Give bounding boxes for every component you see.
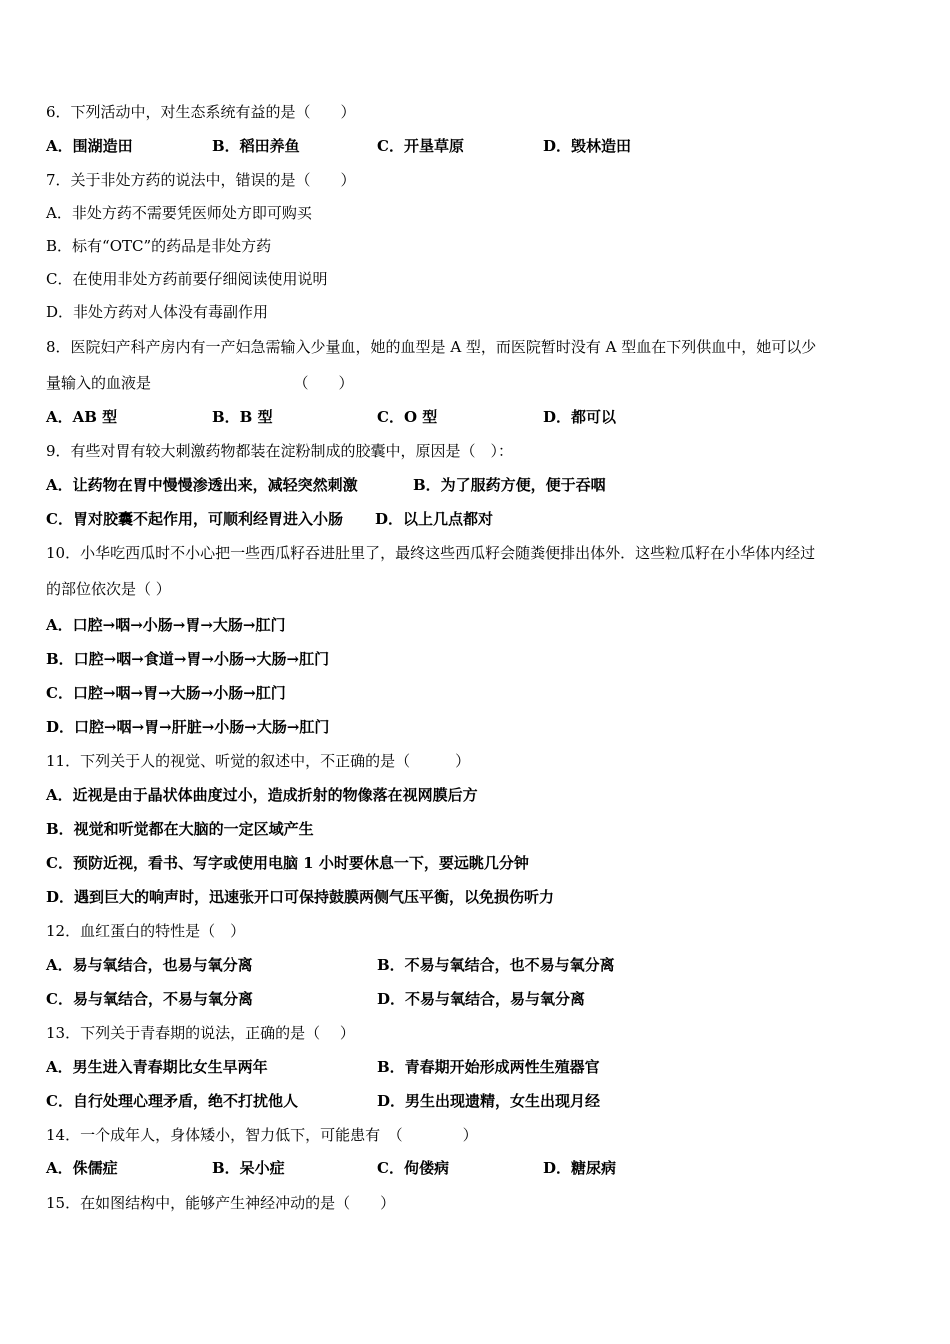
question-12-stem: 12．血红蛋白的特性是（ ） <box>46 922 246 940</box>
question-9-stem: 9．有些对胃有较大刺激药物都装在淀粉制成的胶囊中，原因是（ ）： <box>46 442 514 460</box>
question-7-option-a: A．非处方药不需要凭医师处方即可购买 <box>46 204 312 222</box>
question-6-stem: 6．下列活动中，对生态系统有益的是（ ） <box>46 103 356 121</box>
question-14-stem: 14．一个成年人，身体矮小，智力低下，可能患有 （ ） <box>46 1126 478 1144</box>
question-9-option-c: C．胃对胶囊不起作用，可顺利经胃进入小肠 <box>46 510 343 528</box>
question-8-option-d: D．都可以 <box>543 408 617 426</box>
question-13-option-b: B．青春期开始形成两性生殖器官 <box>377 1058 600 1076</box>
question-13-option-a: A．男生进入青春期比女生早两年 <box>46 1058 268 1076</box>
question-14-option-a: A．侏儒症 <box>46 1159 118 1177</box>
question-8-option-a: A．AB 型 <box>46 408 118 426</box>
question-7-option-c: C．在使用非处方药前要仔细阅读使用说明 <box>46 270 328 288</box>
question-6-option-d: D．毁林造田 <box>543 137 632 155</box>
question-13-stem: 13．下列关于青春期的说法，正确的是（ ） <box>46 1024 355 1042</box>
question-11-option-c: C．预防近视，看书、写字或使用电脑 1 小时要休息一下，要远眺几分钟 <box>46 854 529 872</box>
question-15-stem: 15．在如图结构中，能够产生神经冲动的是（ ） <box>46 1194 396 1212</box>
question-10-stem-line1: 10．小华吃西瓜时不小心把一些西瓜籽吞进肚里了，最终这些西瓜籽会随粪便排出体外．这些粒瓜籽在小华体内经过 <box>46 544 816 562</box>
question-11-option-a: A．近视是由于晶状体曲度过小，造成折射的物像落在视网膜后方 <box>46 786 478 804</box>
question-10-option-a: A．口腔→咽→小肠→胃→大肠→肛门 <box>46 616 286 634</box>
question-8-option-b: B．B 型 <box>212 408 273 426</box>
question-7-stem: 7．关于非处方药的说法中，错误的是（ ） <box>46 171 356 189</box>
question-9-option-b: B．为了服药方便，便于吞咽 <box>413 476 606 494</box>
question-13-option-c: C．自行处理心理矛盾，绝不打扰他人 <box>46 1092 298 1110</box>
question-11-option-d: D．遇到巨大的响声时，迅速张开口可保持鼓膜两侧气压平衡，以免损伤听力 <box>46 888 555 906</box>
question-6-option-c: C．开垦草原 <box>377 137 464 155</box>
question-11-option-b: B．视觉和听觉都在大脑的一定区域产生 <box>46 820 314 838</box>
question-10-option-d: D．口腔→咽→胃→肝脏→小肠→大肠→肛门 <box>46 718 330 736</box>
question-12-option-c: C．易与氧结合，不易与氧分离 <box>46 990 253 1008</box>
question-10-stem-line2: 的部位依次是（ ） <box>46 580 171 598</box>
question-7-option-b: B．标有“OTC”的药品是非处方药 <box>46 237 272 255</box>
question-6-option-b: B．稻田养鱼 <box>212 137 300 155</box>
question-10-option-c: C．口腔→咽→胃→大肠→小肠→肛门 <box>46 684 286 702</box>
question-9-option-d: D．以上几点都对 <box>375 510 494 528</box>
question-14-option-d: D．糖尿病 <box>543 1159 617 1177</box>
question-8-stem-line2: 量输入的血液是 （ ） <box>46 374 354 392</box>
question-8-stem-line1: 8．医院妇产科产房内有一产妇急需输入少量血，她的血型是 A 型，而医院暂时没有 A 型血在下列供血中，她可以少 <box>46 338 817 356</box>
question-7-option-d: D．非处方药对人体没有毒副作用 <box>46 303 269 321</box>
question-13-option-d: D．男生出现遗精，女生出现月经 <box>377 1092 601 1110</box>
question-12-option-a: A．易与氧结合，也易与氧分离 <box>46 956 253 974</box>
question-9-option-a: A．让药物在胃中慢慢渗透出来，减轻突然刺激 <box>46 476 358 494</box>
question-14-option-c: C．佝偻病 <box>377 1159 449 1177</box>
question-10-option-b: B．口腔→咽→食道→胃→小肠→大肠→肛门 <box>46 650 330 668</box>
question-11-stem: 11．下列关于人的视觉、听觉的叙述中，不正确的是（ ） <box>46 752 471 770</box>
question-12-option-d: D．不易与氧结合，易与氧分离 <box>377 990 586 1008</box>
question-14-option-b: B．呆小症 <box>212 1159 285 1177</box>
question-12-option-b: B．不易与氧结合，也不易与氧分离 <box>377 956 615 974</box>
question-8-option-c: C．O 型 <box>377 408 438 426</box>
question-6-option-a: A．围湖造田 <box>46 137 133 155</box>
